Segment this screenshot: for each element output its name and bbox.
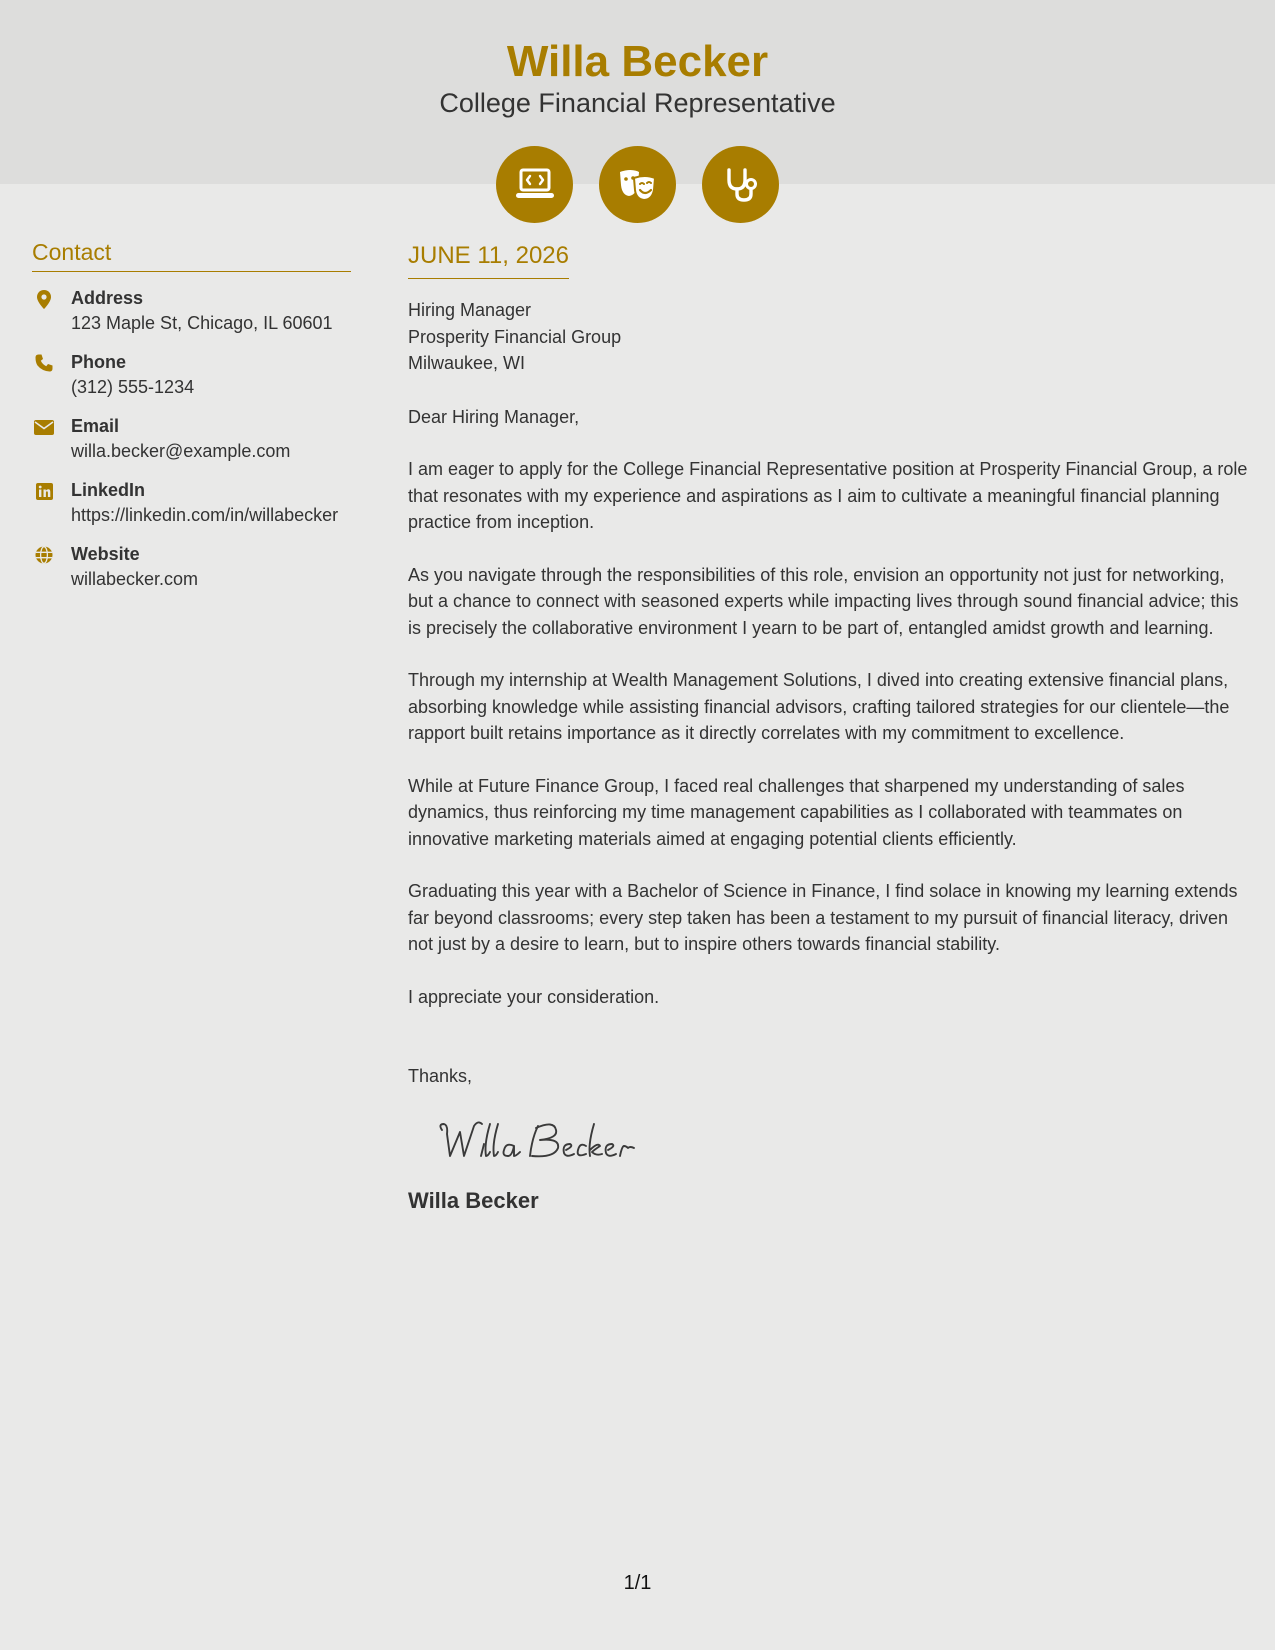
letter-date: JUNE 11, 2026 [408,240,569,279]
recipient-line: Milwaukee, WI [408,353,526,373]
body-paragraph: Graduating this year with a Bachelor of Science in Finance, I find solace in knowing my learning extends far beyond classrooms; every step taken has been a testament to my pursuit of financial literacy, driven not just by a desire to learn, but to inspire others towards financial stability. [408,881,1238,954]
address-label: Address [71,288,144,308]
closing: Thanks, [408,1066,473,1086]
address-value: 123 Maple St, Chicago, IL 60601 [71,313,333,333]
contact-phone [32,350,351,400]
contact-address [32,286,351,336]
envelope-icon [34,417,54,437]
recipient-line: Hiring Manager [408,300,532,320]
globe-icon [34,545,54,565]
phone-label: Phone [71,352,127,372]
page-number: 1/1 [623,1572,652,1594]
linkedin-label: LinkedIn [71,480,146,500]
phone-icon [34,353,54,373]
laptop-code-icon [496,146,573,223]
theater-masks-icon [599,146,676,223]
interest-icons [496,146,779,223]
applicant-title: College Financial Representative [439,88,836,118]
body-paragraph: Through my internship at Wealth Management Solutions, I dived into creating extensive financial plans, absorbing knowledge while assisting financial advisors, crafting tailored strategies for our clientele—the rapport built retains importance as it directly correlates with my commitment to excellence. [408,670,1230,743]
email-label: Email [71,416,120,436]
phone-value: (312) 555-1234 [71,377,195,397]
email-value[interactable]: willa.becker@example.com [71,441,291,461]
applicant-name: Willa Becker [506,37,769,86]
body-paragraph: I appreciate your consideration. [408,986,660,1007]
letter-body [408,240,1253,1215]
contact-linkedin [32,478,351,528]
linkedin-value[interactable]: https://linkedin.com/in/willabecker [71,505,339,525]
body-paragraph: While at Future Finance Group, I faced real challenges that sharpened my understanding of sales dynamics, thus reinforcing my time management capabilities as I collaborated with teammates on innovative marketing materials aimed at engaging potential clients efficiently. [408,775,1185,849]
signer-name: Willa Becker [408,1187,539,1213]
contact-email [32,414,351,464]
website-value[interactable]: willabecker.com [71,569,199,589]
handwritten-signature [434,1116,644,1164]
salutation: Dear Hiring Manager, [408,406,580,427]
linkedin-icon [34,481,54,501]
contact-website [32,542,351,592]
website-label: Website [71,544,140,564]
stethoscope-icon [702,146,779,223]
body-paragraph: As you navigate through the responsibilities of this role, envision an opportunity not just for networking, but a chance to connect with seasoned experts while impacting lives through sound financial advice; this is precisely the collaborative environment I yearn to be part of, entangled amidst growth and learning. [408,564,1239,638]
body-paragraph: I am eager to apply for the College Financial Representative position at Prosperity Financial Group, a role that resonates with my experience and aspirations as I aim to cultivate a meaningful financial planning practice from inception. [408,459,1248,532]
recipient-line: Prosperity Financial Group [408,326,622,347]
contact-heading: Contact [32,238,351,272]
location-pin-icon [34,289,54,309]
recipient-block [408,297,1253,377]
contact-sidebar [32,238,351,592]
